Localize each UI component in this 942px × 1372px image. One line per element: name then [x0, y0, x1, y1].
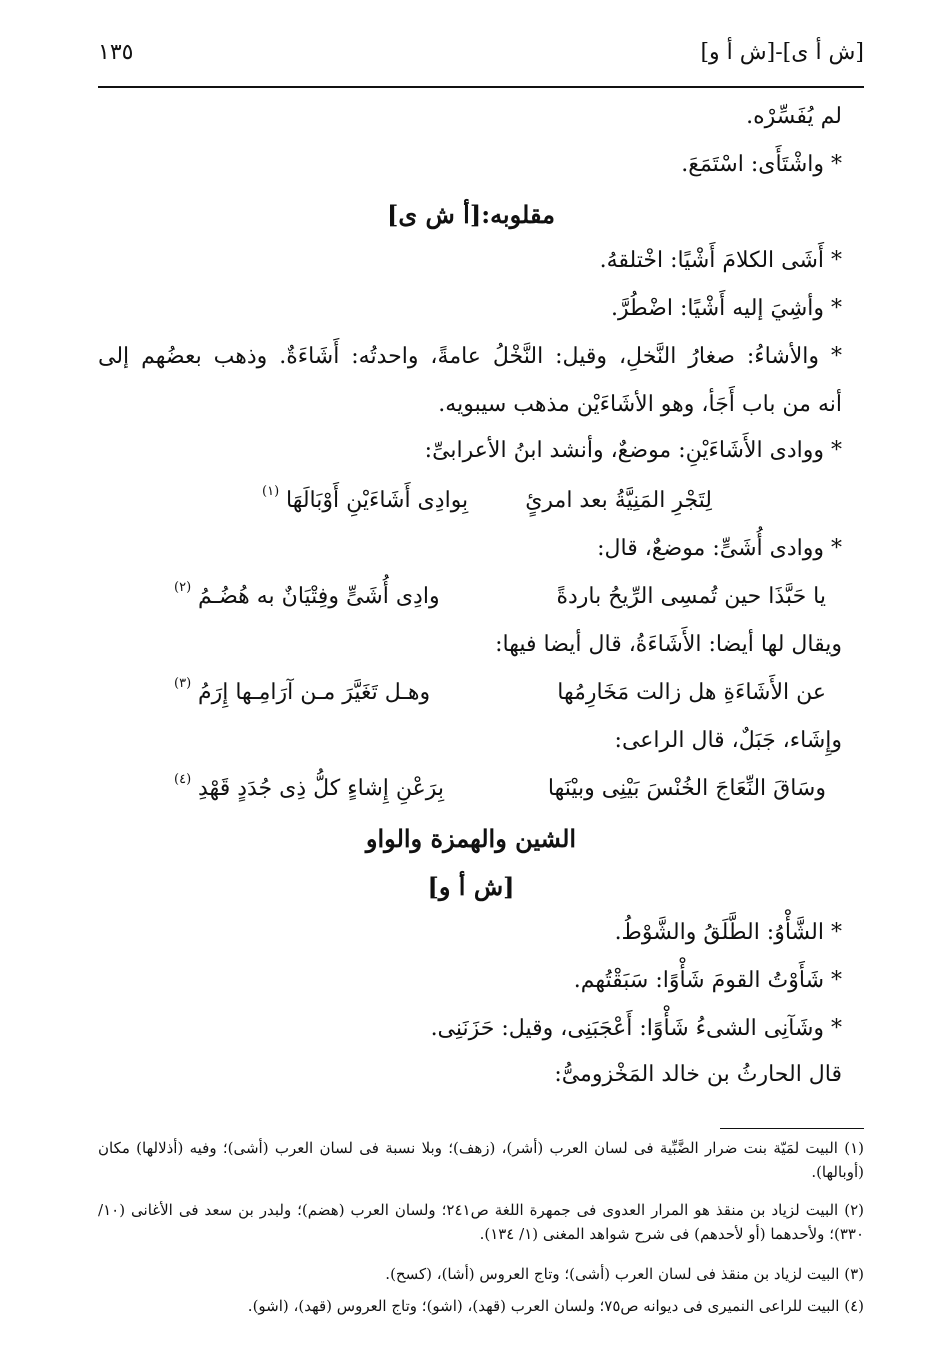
verse-3-second-hemistich: وهـل تَغَيَّرَ مـن آرَامِـها إِرَمُ: [198, 680, 431, 705]
verse-3-first-hemistich: عن الأَشَاءَةِ هل زالت مَخَارِمُها: [557, 680, 826, 705]
verse-4-first-hemistich: وسَاقَ النِّعَاجَ الخُنْسَ بَيْنِى وبيْنَها: [547, 776, 826, 801]
entry-line: * أَشَى الكلامَ أَشْيًا: اخْتلقهُ.: [599, 248, 842, 273]
entry-line: * والأشاءُ: صغارُ النَّخلِ، وقيل: النَّخْلُ عامةً، واحدتُه: أَشَاءَةٌ. وذهب بعضُهم إلى: [98, 344, 842, 369]
verse-1-first-hemistich: لِتَجْرِ المَنِيَّةُ بعد امرئٍ: [525, 488, 712, 513]
header-rule: [98, 86, 864, 88]
footnote-marker: (٢): [174, 580, 192, 595]
page-number: ١٣٥: [98, 40, 134, 65]
text-line: لم يُفَسِّرْه.: [746, 104, 842, 129]
text-line: ويقال لها أيضا: الأَشَاءَةُ، قال أيضا فيها:: [495, 632, 842, 657]
footnote-1: (١) البيت لمَيّة بنت ضرار الضَّبِّية فى لسان العرب (أشر)، (زهف)؛ وبلا نسبة فى لسان العرب (أشى)؛ وفيه (أذلالها) مكان (أوبالها).: [98, 1139, 864, 1181]
verse-2-first-hemistich: يا حَبَّذَا حين تُمسِى الرِّيحُ باردةً: [556, 584, 826, 609]
entry-line: * وأشِيَ إليه أَشْيًا: اضْطُرَّ.: [611, 296, 842, 321]
entry-line: * ووادى الأَشَاءَيْنِ: موضعٌ، وأنشد ابنُ الأعرابىِّ:: [424, 438, 842, 463]
running-header: [ش أ ى]-[ش أ و]: [700, 40, 864, 65]
entry-line: * وشَآنِى الشىءُ شَأْوًا: أَعْجَبَنِى، وقيل: حَزَنَنِى.: [430, 1016, 842, 1041]
text-line: قال الحارثُ بن خالد المَخْزومىُّ:: [554, 1062, 842, 1087]
footnote-2: (٢) البيت لزياد بن منقذ هو المرار العدوى فى جمهرة اللغة ص٢٤١؛ ولسان العرب (هضم)؛ ولبدر بن سعد فى الأغانى (١٠/ ٣٣٠)؛ ولأحدهما (أو لأحدهم) فى شرح شواهد المغنى (١/ ١٣٤).: [98, 1201, 864, 1243]
entry-line: * شَأَوْتُ القومَ شَأْوًا: سَبَقْتُهم.: [573, 968, 842, 993]
footnote-marker: (٤): [174, 772, 192, 787]
entry-line: * واشْتَأَى: اسْتَمَعَ.: [681, 152, 842, 177]
footnote-4: (٤) البيت للراعى النميرى فى ديوانه ص٧٥؛ ولسان العرب (قهد)، (اشو)؛ وتاج العروس (قهد)، (اشو).: [247, 1297, 864, 1315]
footnote-3: (٣) البيت لزياد بن منقذ فى لسان العرب (أشى)؛ وتاج العروس (أشا)، (كسح).: [385, 1265, 864, 1283]
footnote-marker: (٣): [174, 676, 192, 691]
section-heading-maqlub: مقلوبه:[أ ش ى]: [387, 200, 555, 229]
footnote-marker: (١): [262, 484, 280, 499]
chapter-heading: الشين والهمزة والواو: [365, 824, 577, 853]
entry-line: * ووادى أُشَىٍّ: موضعٌ، قال:: [597, 536, 842, 561]
entry-heading: [ش أ و]: [427, 872, 515, 901]
text-line: أنه من باب أَجَأ، وهو الأشَاءَيْن مذهب سيبويه.: [438, 392, 842, 417]
text-line: وإِشَاء، جَبَلٌ، قال الراعى:: [614, 728, 842, 753]
verse-1-second-hemistich: بِوادِى أَشَاءَيْنِ أَوْبَالَهَا: [286, 488, 469, 513]
footnote-separator: [720, 1128, 864, 1129]
entry-line: * الشَّأْوُ: الطَّلَقُ والشَّوْطُ.: [614, 920, 842, 945]
verse-4-second-hemistich: بِرَعْنِ إِشاءٍ كلُّ ذِى جُدَدٍ قَهْدِ: [198, 776, 444, 801]
verse-2-second-hemistich: وادِى أُشَىٍّ وفِتْيَانٌ به هُضُـمُ: [198, 584, 440, 609]
